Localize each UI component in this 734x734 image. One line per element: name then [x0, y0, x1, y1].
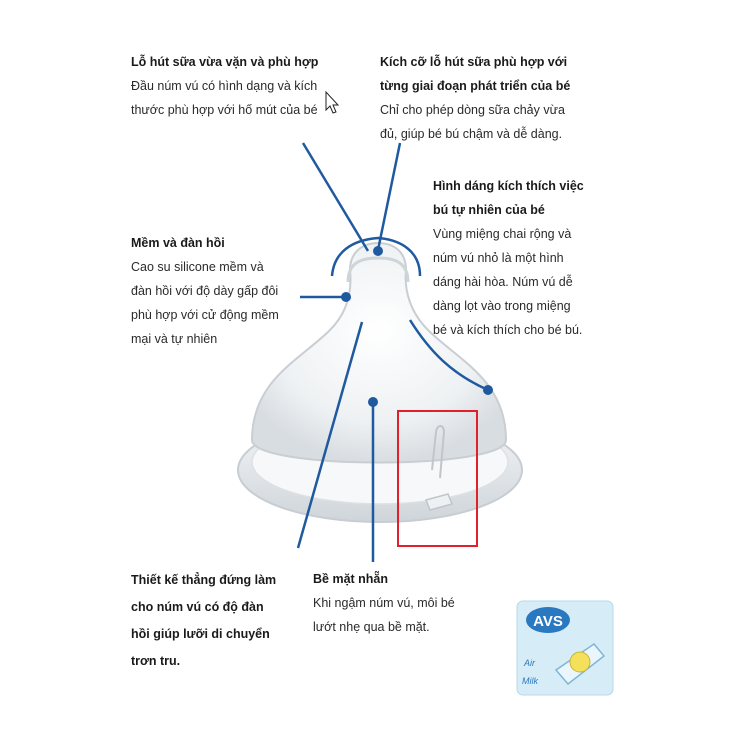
- callout-shape-title-2: bú tự nhiên của bé: [433, 203, 545, 217]
- callout-vertical-design-line-3: hồi giúp lưỡi di chuyển: [131, 627, 270, 641]
- callout-hole-size-title-2: từng giai đoạn phát triển của bé: [380, 79, 571, 93]
- callout-shape-line-5: bé và kích thích cho bé bú.: [433, 323, 583, 337]
- callout-hole-size: [380, 50, 600, 146]
- leader-dot-body: [368, 397, 378, 407]
- callout-shape-line-4: dàng lọt vào trong miệng: [433, 299, 571, 313]
- callout-hole-size-line-1: Chỉ cho phép dòng sữa chảy vừa: [380, 103, 565, 117]
- callout-suction-hole-line-1: Đầu núm vú có hình dạng và kích: [131, 79, 318, 93]
- callout-hole-size-title-1: Kích cỡ lỗ hút sữa phù hợp với: [380, 55, 568, 69]
- callout-suction-hole: [131, 50, 361, 122]
- callout-suction-hole-title: Lỗ hút sữa vừa vặn và phù hợp: [131, 55, 319, 69]
- callout-vertical-design: [131, 567, 311, 675]
- leader-dot-tip: [373, 246, 383, 256]
- callout-soft-elastic-line-2: đàn hồi với độ dày gấp đôi: [131, 284, 279, 298]
- callout-shape-line-1: Vùng miệng chai rộng và: [433, 227, 572, 241]
- callout-smooth-surface-line-1: Khi ngậm núm vú, môi bé: [313, 596, 455, 610]
- callout-vertical-design-line-4: trơn tru.: [131, 654, 181, 668]
- callout-soft-elastic-line-4: mại và tự nhiên: [131, 332, 218, 346]
- callout-soft-elastic-line-3: phù hợp với cử động mềm: [131, 308, 279, 322]
- callout-shape-line-2: núm vú nhỏ là một hình: [433, 251, 564, 265]
- callout-vertical-design-line-1: Thiết kế thẳng đứng làm: [131, 573, 277, 587]
- avs-badge: [516, 600, 614, 696]
- callout-suction-hole-line-2: thước phù hợp với hố mút của bé: [131, 103, 318, 117]
- callout-smooth-surface-line-2: lướt nhẹ qua bề mặt.: [313, 620, 430, 634]
- avs-brand-text: AVS: [533, 613, 563, 630]
- avs-badge-graphic: [516, 600, 614, 696]
- smiley-icon: [570, 652, 590, 672]
- air-label: Air: [524, 658, 535, 668]
- callout-soft-elastic-line-1: Cao su silicone mềm và: [131, 260, 264, 274]
- callout-shape-line-3: dáng hài hòa. Núm vú dễ: [433, 275, 573, 289]
- callout-smooth-surface-title: Bề mặt nhẵn: [313, 572, 389, 586]
- callout-shape-title-1: Hình dáng kích thích việc: [433, 179, 584, 193]
- leader-dot-right: [483, 385, 493, 395]
- callout-soft-elastic-title: Mềm và đàn hồi: [131, 236, 225, 250]
- callout-smooth-surface: [313, 567, 493, 639]
- callout-hole-size-line-2: đủ, giúp bé bú chậm và dễ dàng.: [380, 127, 563, 141]
- callout-vertical-design-line-2: cho núm vú có độ đàn: [131, 600, 264, 614]
- callout-soft-elastic: [131, 231, 321, 351]
- milk-label: Milk: [522, 676, 538, 686]
- leader-dot-left: [341, 292, 351, 302]
- callout-shape: [433, 174, 613, 342]
- leader-line-top-right: [378, 143, 400, 250]
